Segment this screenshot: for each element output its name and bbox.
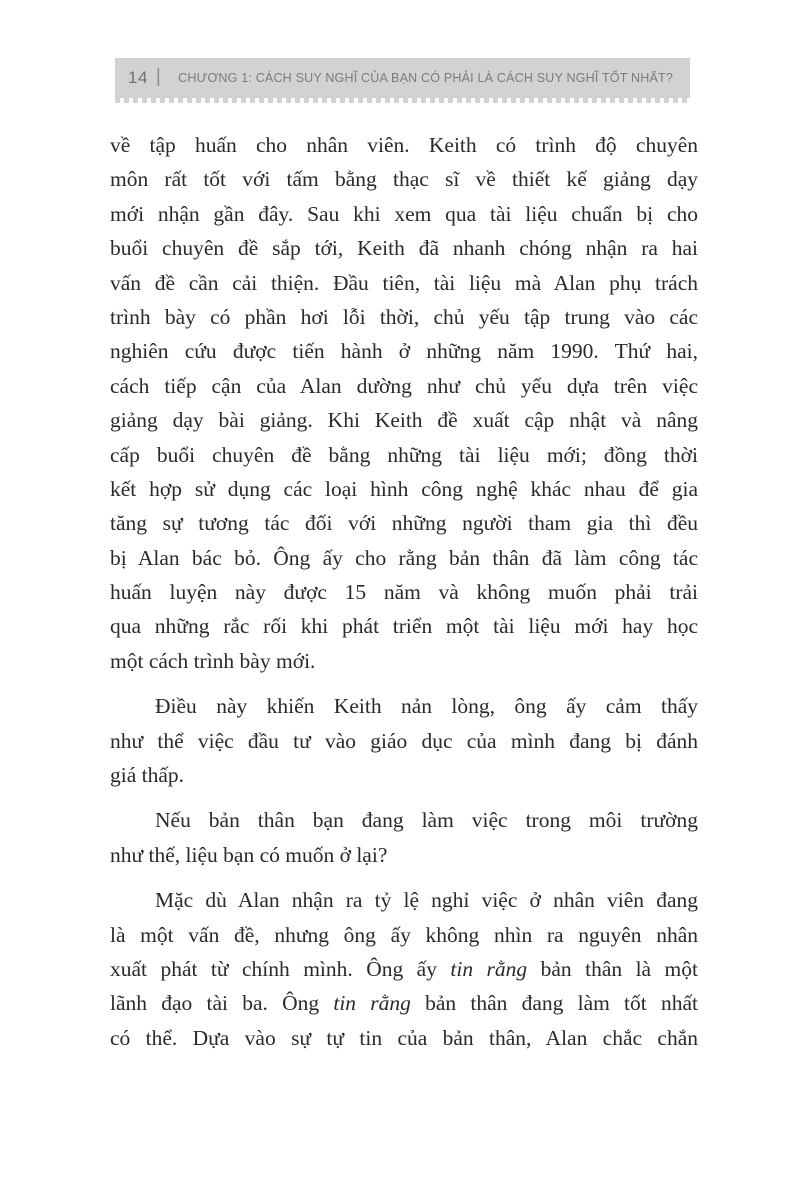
header-separator: |: [155, 66, 161, 87]
text-run: là một vấn đề, nhưng ông ấy không nhìn ra nguyên nhân: [110, 922, 698, 947]
text-line: [110, 369, 698, 403]
text-line: [110, 644, 698, 678]
text-line: [110, 1021, 698, 1055]
text-run: mới nhận gần đây. Sau khi xem qua tài liệu chuẩn bị cho: [110, 201, 698, 226]
page-header: [115, 58, 690, 98]
paragraph: [110, 883, 698, 1055]
text-line: [110, 128, 698, 162]
text-line: [110, 162, 698, 196]
text-line: [110, 724, 698, 758]
text-run: buổi chuyên đề sắp tới, Keith đã nhanh chóng nhận ra hai: [110, 236, 698, 261]
text-run: nghiên cứu được tiến hành ở những năm 1990. Thứ hai,: [110, 339, 698, 364]
text-run: kết hợp sử dụng các loại hình công nghệ khác nhau để gia: [110, 476, 698, 501]
text-line: [110, 472, 698, 506]
text-run: như thể việc đầu tư vào giáo dục của mình đang bị đánh: [110, 728, 698, 753]
page-number: 14: [128, 68, 148, 87]
text-line: [110, 197, 698, 231]
text-run: tăng sự tương tác đối với những người tham gia thì đều: [110, 511, 698, 536]
text-run: Mặc dù Alan nhận ra tỷ lệ nghỉ việc ở nhân viên đang: [155, 888, 698, 913]
text-line: [110, 609, 698, 643]
text-run: bản thân là một: [527, 956, 698, 981]
text-run: trình bày có phần hơi lỗi thời, chủ yếu tập trung vào các: [110, 304, 698, 329]
text-run: huấn luyện này được 15 năm và không muốn phải trải: [110, 580, 698, 605]
text-line: [110, 986, 698, 1020]
perforated-edge: [115, 98, 690, 103]
text-run: cấp buổi chuyên đề bằng những tài liệu mới; đồng thời: [110, 442, 698, 467]
text-run: giá thấp.: [110, 763, 185, 788]
text-run: xuất phát từ chính mình. Ông ấy: [110, 956, 451, 981]
text-line: [110, 918, 698, 952]
text-line: [110, 231, 698, 265]
paragraph: [110, 803, 698, 872]
text-run: có thể. Dựa vào sự tự tin của bản thân, Alan chắc chắn: [110, 1025, 698, 1050]
text-run: môn rất tốt với tấm bằng thạc sĩ về thiết kế giảng dạy: [110, 167, 698, 192]
text-line: [110, 575, 698, 609]
text-run: vấn đề cần cải thiện. Đầu tiên, tài liệu mà Alan phụ trách: [110, 270, 698, 295]
text-line: [110, 689, 698, 723]
text-run: như thế, liệu bạn có muốn ở lại?: [110, 842, 388, 867]
text-line: [110, 334, 698, 368]
text-run: lãnh đạo tài ba. Ông: [110, 991, 334, 1016]
text-run: một cách trình bày mới.: [110, 648, 316, 673]
italic-phrase: tin rằng: [450, 956, 528, 981]
text-run: Nếu bản thân bạn đang làm việc trong môi trường: [155, 808, 698, 833]
text-line: [110, 438, 698, 472]
text-line: [110, 803, 698, 837]
text-line: [110, 883, 698, 917]
text-run: qua những rắc rối khi phát triển một tài liệu mới hay học: [110, 614, 698, 639]
text-line: [110, 838, 698, 872]
text-line: [110, 300, 698, 334]
text-line: [110, 403, 698, 437]
text-line: [110, 758, 698, 792]
text-run: bị Alan bác bỏ. Ông ấy cho rằng bản thân đã làm công tác: [110, 545, 698, 570]
text-line: [110, 952, 698, 986]
text-line: [110, 266, 698, 300]
paragraph: [110, 128, 698, 678]
chapter-title: CHƯƠNG 1: CÁCH SUY NGHĨ CỦA BẠN CÓ PHẢI LÀ CÁCH SUY NGHĨ TỐT NHẤT?: [178, 71, 673, 85]
italic-phrase: tin rằng: [333, 991, 411, 1016]
text-run: giảng dạy bài giảng. Khi Keith đề xuất cập nhật và nâng: [110, 408, 698, 433]
text-line: [110, 506, 698, 540]
text-run: cách tiếp cận của Alan dường như chủ yếu dựa trên việc: [110, 373, 698, 398]
text-line: [110, 541, 698, 575]
text-run: về tập huấn cho nhân viên. Keith có trình độ chuyên: [110, 133, 698, 157]
page-body: [110, 128, 698, 1055]
paragraph: [110, 689, 698, 792]
text-run: bản thân đang làm tốt nhất: [410, 991, 698, 1016]
text-run: Điều này khiến Keith nản lòng, ông ấy cảm thấy: [155, 694, 698, 719]
